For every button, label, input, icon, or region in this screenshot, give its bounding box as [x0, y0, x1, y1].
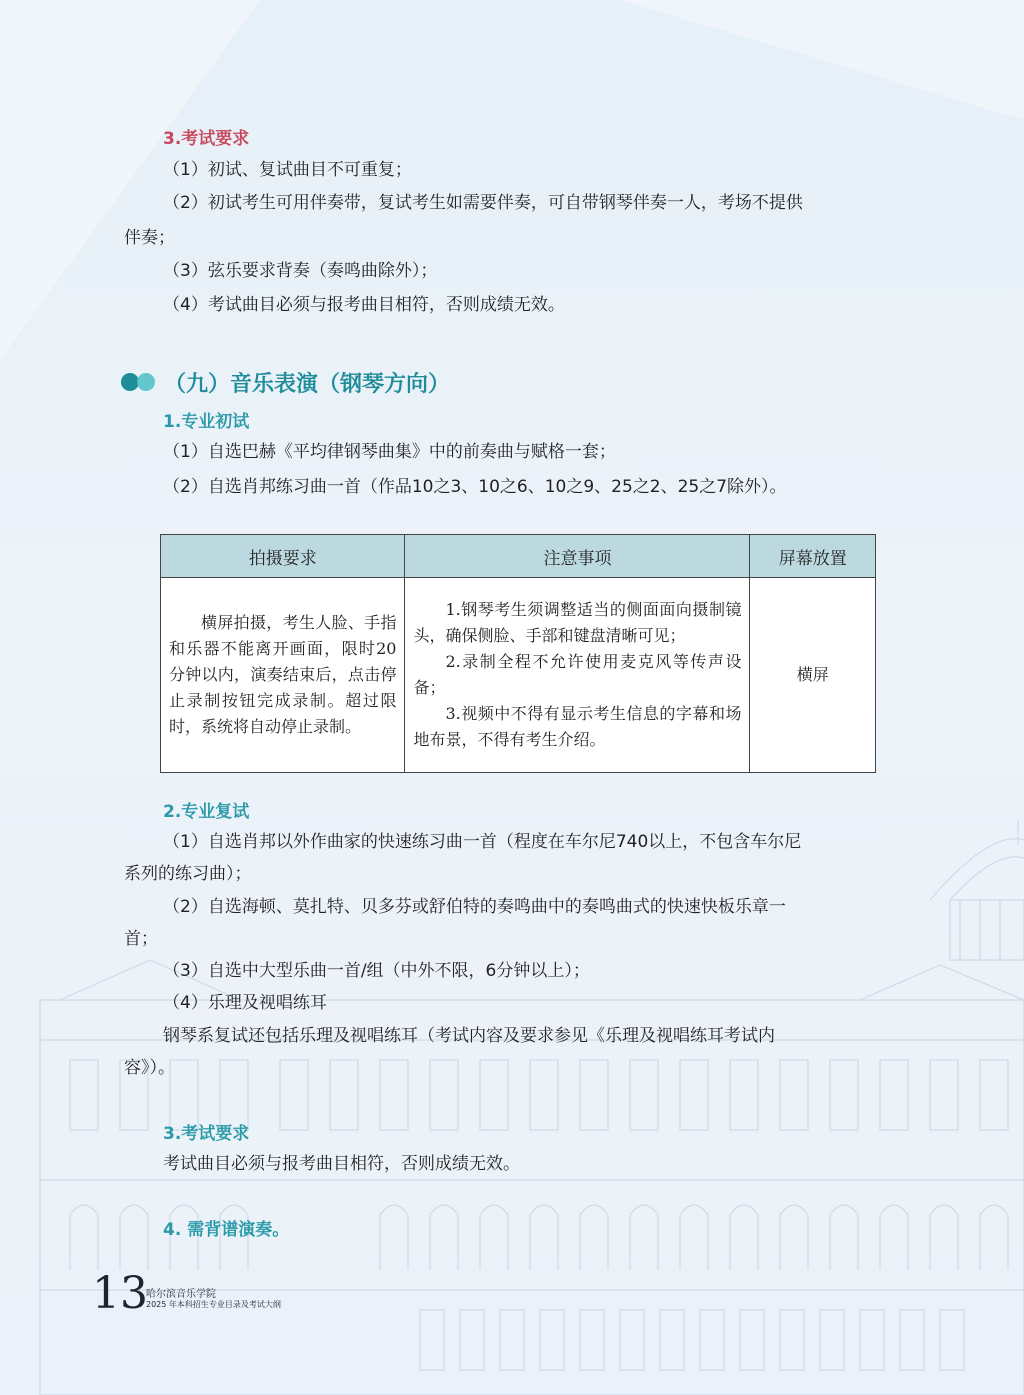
table-header-screen: 屏幕放置 [750, 535, 876, 578]
note-item: 2.录制全程不允许使用麦克风等传声设备； [413, 652, 742, 697]
table-header-notes: 注意事项 [405, 535, 750, 578]
school-name: 哈尔滨音乐学院 [146, 1289, 216, 1300]
page-number: 13 [92, 1268, 148, 1319]
requirement-item-continued: 伴奏； [124, 228, 175, 248]
table-row [161, 578, 876, 773]
screen-placement-cell: 横屏 [750, 578, 876, 773]
exam-requirements-heading: 3.考试要求 [163, 1124, 250, 1144]
requirement-item: （2）初试考生可用伴奏带，复试考生如需要伴奏，可自带钢琴伴奏一人，考场不提供 [163, 193, 803, 213]
note-item: 3.视频中不得有显示考生信息的字幕和场地布景，不得有考生介绍。 [413, 704, 742, 749]
requirement-item: （4）考试曲目必须与报考曲目相符，否则成绩无效。 [163, 295, 565, 315]
recording-requirements-table [160, 534, 876, 773]
exam-requirement-text: 考试曲目必须与报考曲目相符，否则成绩无效。 [163, 1154, 520, 1174]
final-item: （1）自选肖邦以外作曲家的快速练习曲一首（程度在车尔尼740以上，不包含车尔尼 [163, 832, 802, 852]
preliminary-item: （2）自选肖邦练习曲一首（作品10之3、10之6、10之9、25之2、25之7除外）。 [163, 477, 787, 497]
final-item: 钢琴系复试还包括乐理及视唱练耳（考试内容及要求参见《乐理及视唱练耳考试内 [163, 1026, 775, 1046]
final-exam-heading: 2.专业复试 [163, 802, 250, 822]
final-item-continued: 首； [124, 929, 158, 949]
shooting-requirements-cell: 横屏拍摄，考生人脸、手指和乐器不能离开画面，限时20分钟以内，演奏结束后，点击停止录制按钮完成录制。超过限时，系统将自动停止录制。 [161, 578, 405, 773]
catalog-subtitle: 2025 年本科招生专业目录及考试大纲 [146, 1300, 281, 1309]
memorization-heading: 4. 需背谱演奏。 [163, 1220, 290, 1240]
note-item: 1.钢琴考生须调整适当的侧面面向摄制镜头，确保侧脸、手部和键盘清晰可见； [413, 600, 742, 645]
section-title: （九）音乐表演（钢琴方向） [164, 372, 451, 397]
requirement-item: （1）初试、复试曲目不可重复； [163, 160, 412, 180]
final-item: （2）自选海顿、莫扎特、贝多芬或舒伯特的奏鸣曲中的奏鸣曲式的快速快板乐章一 [163, 897, 786, 917]
preliminary-item: （1）自选巴赫《平均律钢琴曲集》中的前奏曲与赋格一套； [163, 442, 616, 462]
final-item: （4）乐理及视唱练耳 [163, 993, 327, 1013]
final-item-continued: 系列的练习曲）； [124, 864, 252, 884]
exam-requirements-heading: 3.考试要求 [163, 129, 250, 149]
table-header-shooting: 拍摄要求 [161, 535, 405, 578]
final-item: （3）自选中大型乐曲一首/组（中外不限，6分钟以上）； [163, 961, 590, 981]
preliminary-exam-heading: 1.专业初试 [163, 412, 250, 432]
notes-cell [405, 578, 750, 773]
final-item-continued: 容》）。 [124, 1058, 175, 1078]
requirement-item: （3）弦乐要求背奏（奏鸣曲除外）； [163, 261, 438, 281]
